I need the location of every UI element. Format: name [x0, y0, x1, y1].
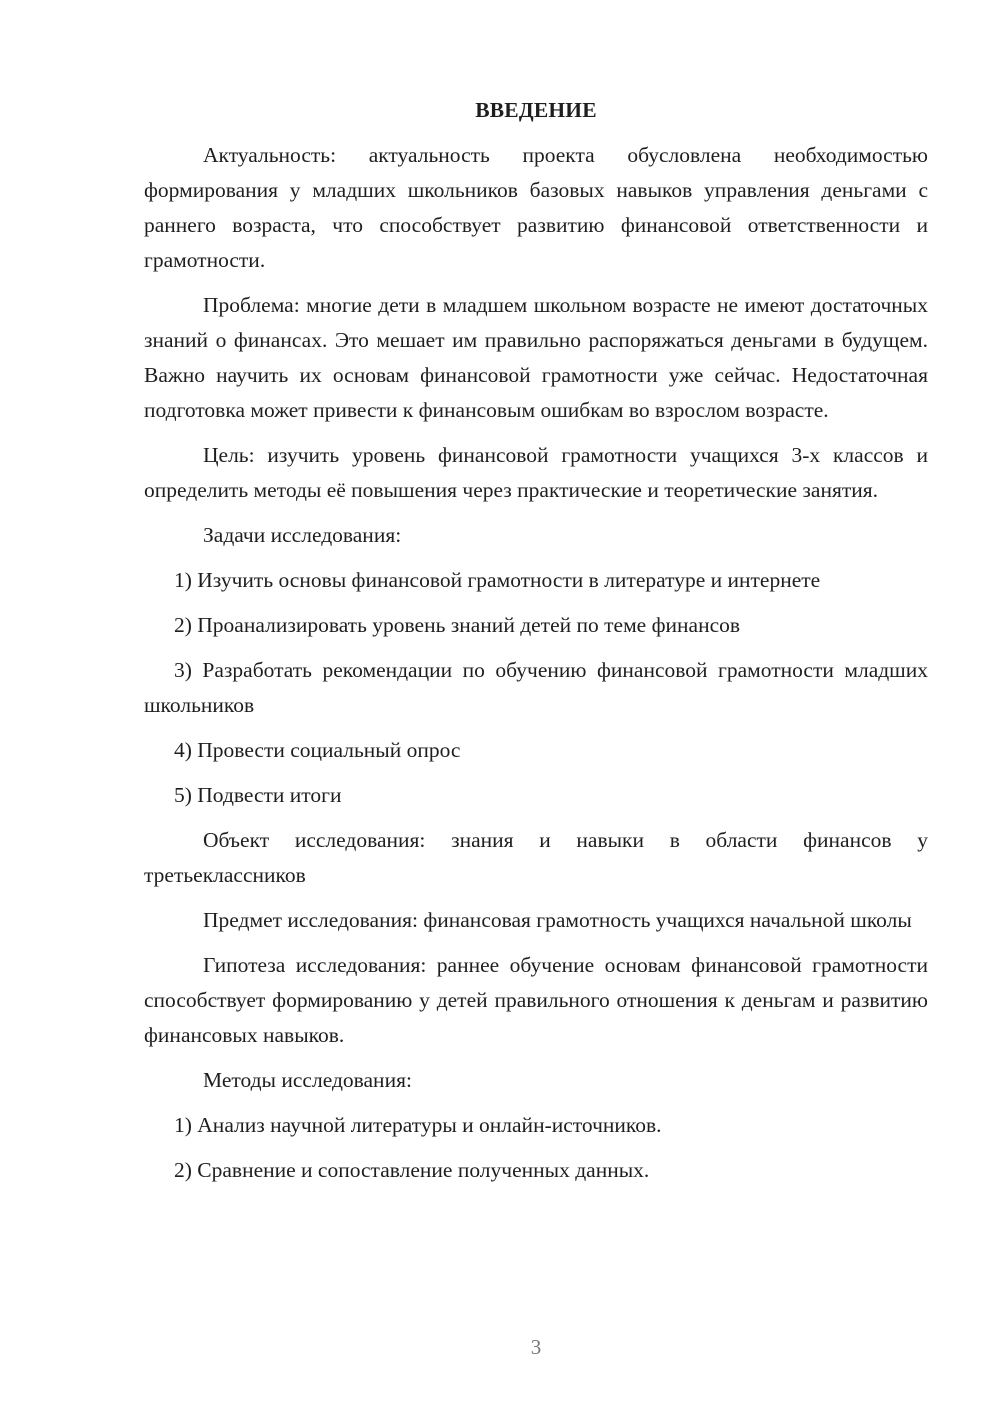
task-item-2: 2) Проанализировать уровень знаний детей по теме финансов: [174, 613, 741, 637]
page-number: 3: [530, 1335, 542, 1359]
subject-paragraph: Предмет исследования: финансовая грамотность учащихся начальной школы: [203, 908, 912, 932]
task-item-1: 1) Изучить основы финансовой грамотности в литературе и интернете: [174, 568, 821, 592]
task-item-3: 3) Разработать рекомендации по обучению финансовой грамотности младших школьников: [144, 658, 928, 717]
relevance-paragraph: Актуальность: актуальность проекта обусловлена необходимостью формирования у младших школьников базовых навыков управления деньгами с раннего возраста, что способствует развитию финансовой ответственности и грамотности.: [144, 143, 928, 272]
page-content: [144, 93, 928, 1198]
method-item-2: 2) Сравнение и сопоставление полученных данных.: [174, 1158, 650, 1182]
object-paragraph: Объект исследования: знания и навыки в области финансов у третьеклассников: [144, 828, 928, 887]
task-item-4: 4) Провести социальный опрос: [174, 738, 461, 762]
section-title: ВВЕДЕНИЕ: [475, 98, 597, 122]
method-item-1: 1) Анализ научной литературы и онлайн-источников.: [174, 1113, 662, 1137]
tasks-heading: Задачи исследования:: [203, 523, 402, 547]
goal-paragraph: Цель: изучить уровень финансовой грамотности учащихся 3-х классов и определить методы её повышения через практические и теоретические занятия.: [144, 443, 928, 502]
methods-heading: Методы исследования:: [203, 1068, 412, 1092]
task-item-5: 5) Подвести итоги: [174, 783, 342, 807]
hypothesis-paragraph: Гипотеза исследования: раннее обучение основам финансовой грамотности способствует формированию у детей правильного отношения к деньгам и развитию финансовых навыков.: [144, 953, 928, 1047]
problem-paragraph: Проблема: многие дети в младшем школьном возрасте не имеют достаточных знаний о финансах. Это мешает им правильно распоряжаться деньгами в будущем. Важно научить их основам финансовой грамотности уже сейчас. Недостаточная подготовка может привести к финансовым ошибкам во взрослом возрасте.: [144, 293, 928, 422]
